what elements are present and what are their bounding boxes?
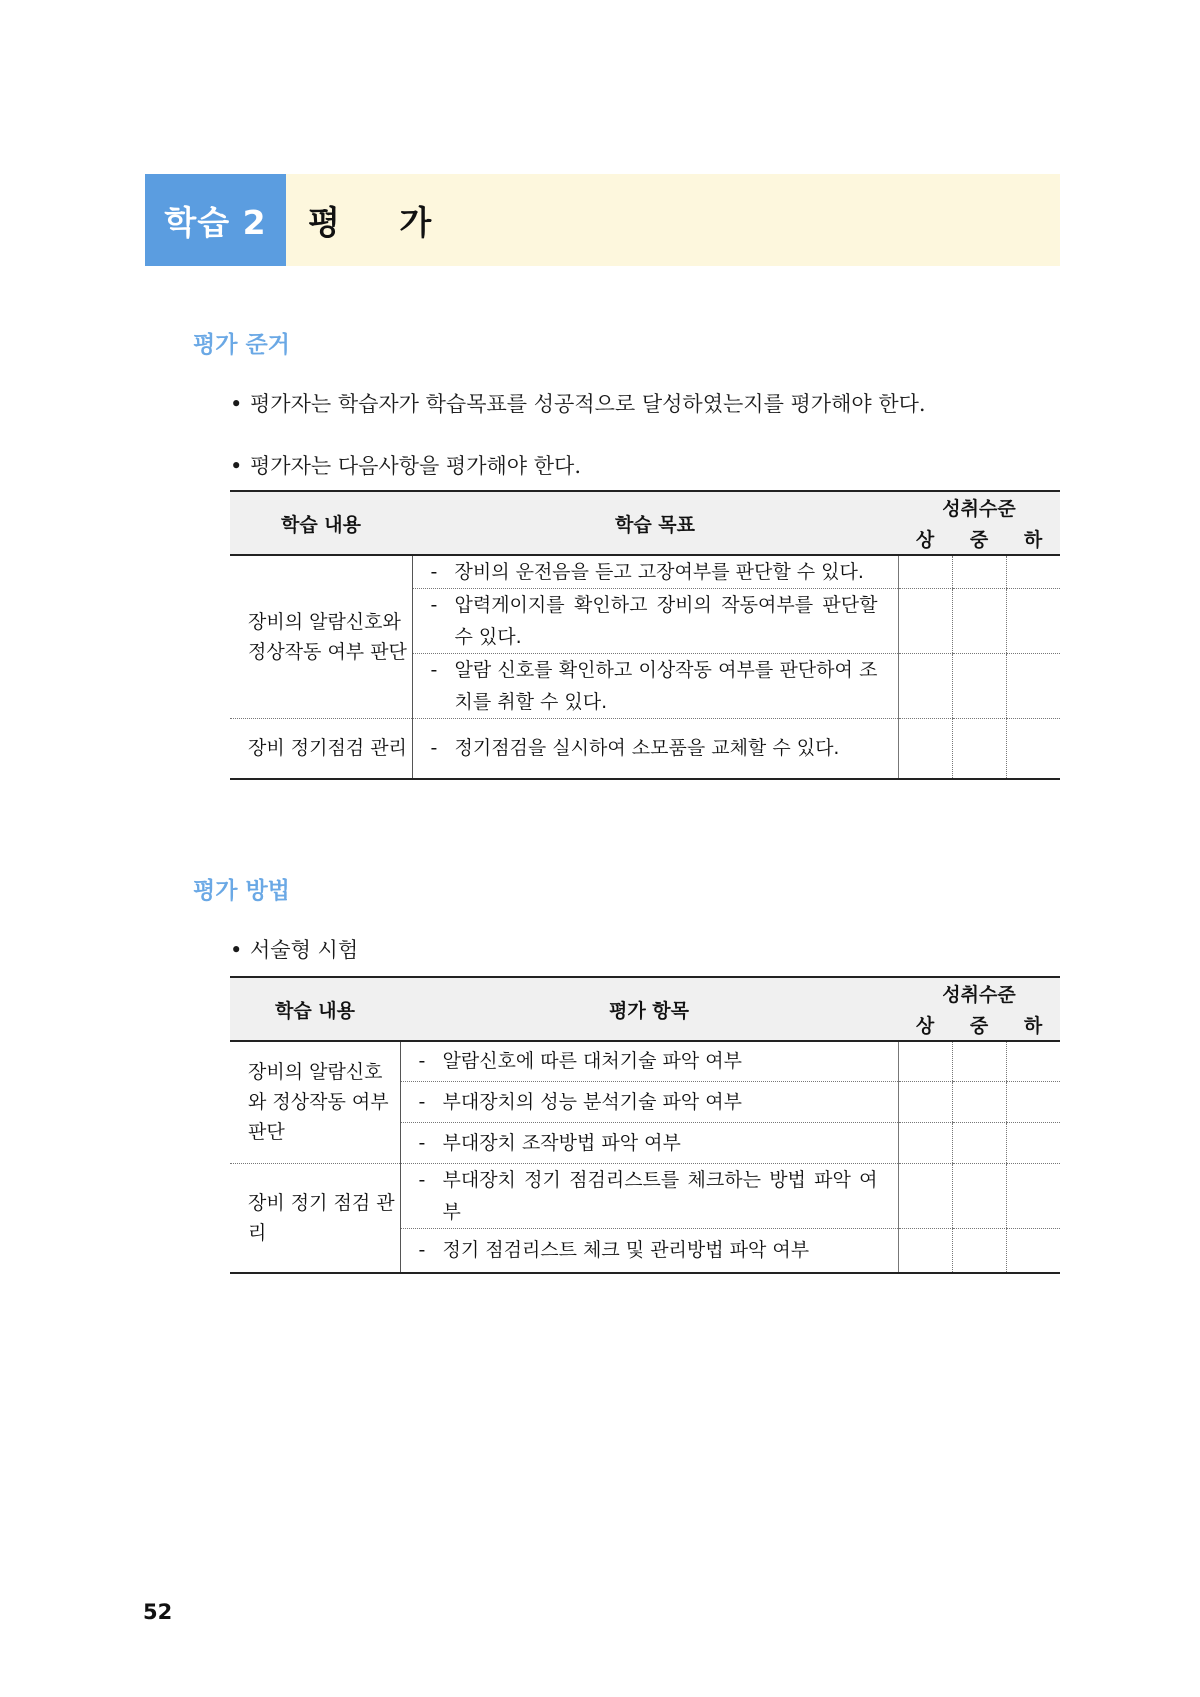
goal-text: 부대장치의 성능 분석기술 파악 여부 (442, 1090, 742, 1113)
bullet-dot: • (230, 454, 243, 478)
level-low: 하 (1006, 523, 1060, 555)
level-low: 하 (1006, 1009, 1060, 1041)
level-cell-high[interactable] (898, 1041, 952, 1081)
level-cell-high[interactable] (898, 1163, 952, 1228)
level-cell-mid[interactable] (952, 1081, 1006, 1122)
level-cell-low[interactable] (1006, 589, 1060, 654)
criteria-table (230, 490, 1060, 780)
level-mid: 중 (952, 1009, 1006, 1041)
bullet-text: 서술형 시험 (250, 938, 359, 962)
goal-text: 정기점검을 실시하여 소모품을 교체할 수 있다. (454, 737, 840, 760)
dash-marker: - (430, 594, 438, 616)
level-cell-low[interactable] (1006, 555, 1060, 589)
level-cell-mid[interactable] (952, 1041, 1006, 1081)
goal-cell (400, 1122, 898, 1163)
dash-marker: - (430, 737, 438, 760)
category-cell: 장비 정기 점검 관리 (230, 1163, 400, 1273)
col-header-item: 평가 항목 (400, 977, 898, 1041)
goal-cell (400, 1228, 898, 1273)
level-cell-high[interactable] (898, 1081, 952, 1122)
goal-cell (412, 654, 898, 719)
goal-text: 압력게이지를 확인하고 장비의 작동여부를 판단할 수 있다. (454, 594, 878, 648)
goal-text: 장비의 운전음을 듣고 고장여부를 판단할 수 있다. (454, 561, 864, 583)
level-cell-mid[interactable] (952, 1122, 1006, 1163)
level-cell-mid[interactable] (952, 719, 1006, 779)
goal-cell (412, 589, 898, 654)
bullet-item (230, 934, 358, 964)
level-cell-low[interactable] (1006, 654, 1060, 719)
level-cell-high[interactable] (898, 654, 952, 719)
goal-text: 알람 신호를 확인하고 이상작동 여부를 판단하여 조치를 취할 수 있다. (454, 659, 878, 713)
bullet-text: 평가자는 학습자가 학습목표를 성공적으로 달성하였는지를 평가해야 한다. (250, 392, 926, 416)
page-number: 52 (143, 1600, 173, 1624)
level-cell-mid[interactable] (952, 1228, 1006, 1273)
section-heading-method: 평가 방법 (193, 878, 290, 904)
bullet-dot: • (230, 938, 243, 962)
section-heading-criteria: 평가 준거 (193, 332, 290, 358)
category-cell: 장비의 알람신호와 정상작동 여부 판단 (230, 1041, 400, 1163)
goal-text: 부대장치 정기 점검리스트를 체크하는 방법 파악 여부 (442, 1168, 878, 1223)
level-mid: 중 (952, 523, 1006, 555)
level-cell-high[interactable] (898, 1228, 952, 1273)
col-header-content: 학습 내용 (230, 977, 400, 1041)
bullet-item (230, 450, 581, 480)
level-cell-mid[interactable] (952, 1163, 1006, 1228)
level-cell-low[interactable] (1006, 1041, 1060, 1081)
level-cell-low[interactable] (1006, 1163, 1060, 1228)
goal-cell (412, 719, 898, 779)
dash-marker: - (430, 561, 438, 583)
level-cell-low[interactable] (1006, 1081, 1060, 1122)
level-cell-mid[interactable] (952, 654, 1006, 719)
goal-cell (400, 1081, 898, 1122)
col-header-level-group: 성취수준 (898, 977, 1060, 1009)
dash-marker: - (430, 659, 438, 681)
col-header-content: 학습 내용 (230, 491, 412, 555)
level-cell-mid[interactable] (952, 555, 1006, 589)
category-cell: 장비 정기점검 관리 (230, 719, 412, 779)
level-high: 상 (898, 523, 952, 555)
bullet-dot: • (230, 392, 243, 416)
goal-cell (400, 1041, 898, 1081)
goal-cell (400, 1163, 898, 1228)
learning-number: 학습 2 (145, 174, 286, 266)
dash-marker: - (418, 1050, 426, 1073)
dash-marker: - (418, 1168, 426, 1191)
goal-text: 부대장치 조작방법 파악 여부 (442, 1131, 681, 1154)
table-row (230, 1041, 1060, 1081)
bullet-item (230, 388, 926, 418)
goal-cell (412, 555, 898, 589)
method-table (230, 976, 1060, 1274)
goal-text: 알람신호에 따른 대처기술 파악 여부 (442, 1050, 742, 1073)
goal-text: 정기 점검리스트 체크 및 관리방법 파악 여부 (442, 1239, 810, 1262)
level-cell-high[interactable] (898, 589, 952, 654)
col-header-goal: 학습 목표 (412, 491, 898, 555)
level-cell-high[interactable] (898, 719, 952, 779)
level-cell-high[interactable] (898, 555, 952, 589)
learning-banner (145, 174, 1060, 266)
level-cell-low[interactable] (1006, 719, 1060, 779)
table-row (230, 555, 1060, 589)
level-high: 상 (898, 1009, 952, 1041)
level-cell-low[interactable] (1006, 1122, 1060, 1163)
banner-title: 평 가 (286, 174, 1060, 266)
bullet-text: 평가자는 다음사항을 평가해야 한다. (250, 454, 581, 478)
dash-marker: - (418, 1090, 426, 1113)
table-row (230, 719, 1060, 779)
level-cell-high[interactable] (898, 1122, 952, 1163)
col-header-level-group: 성취수준 (898, 491, 1060, 523)
table-row (230, 1163, 1060, 1228)
level-cell-mid[interactable] (952, 589, 1006, 654)
level-cell-low[interactable] (1006, 1228, 1060, 1273)
dash-marker: - (418, 1239, 426, 1262)
dash-marker: - (418, 1131, 426, 1154)
category-cell: 장비의 알람신호와 정상작동 여부 판단 (230, 555, 412, 719)
